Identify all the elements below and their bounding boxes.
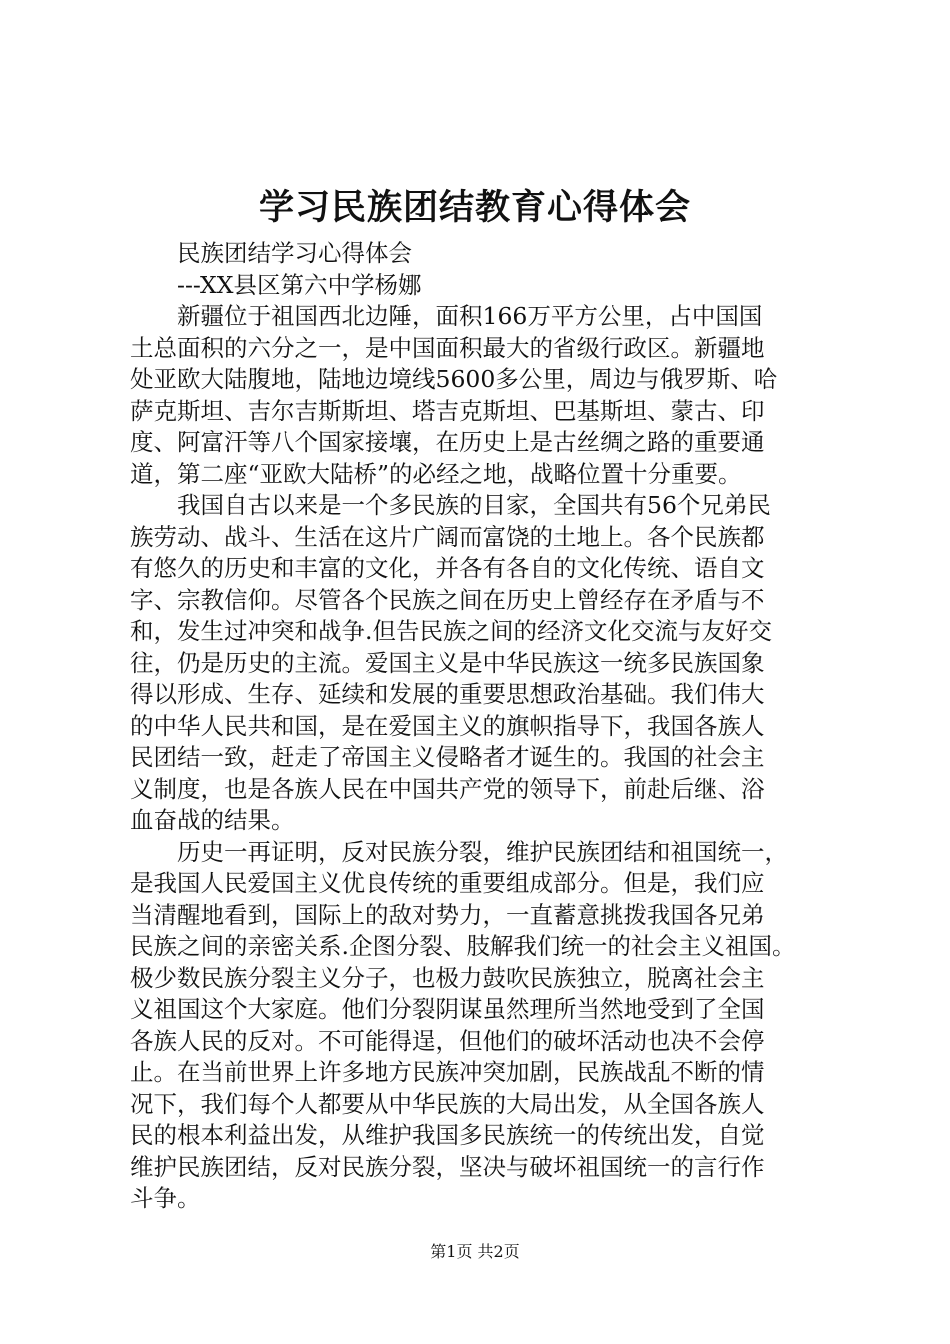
text-line: 字、宗教信仰。尽管各个民族之间在历史上曾经存在矛盾与不 xyxy=(130,585,765,614)
text-line: 有悠久的历史和丰富的文化，并各有各自的文化传统、语自文 xyxy=(130,554,765,582)
paragraph-1 xyxy=(130,301,830,490)
text-line: 处亚欧大陆腹地，陆地边境线5600多公里，周边与俄罗斯、哈 xyxy=(130,365,778,393)
text-line: 和，发生过冲突和战争.但告民族之间的经济文化交流与友好交 xyxy=(130,617,772,645)
text-line: 民族之间的亲密关系.企图分裂、肢解我们统一的社会主义祖国。 xyxy=(130,932,796,960)
text-line: 维护民族团结，反对民族分裂，坚决与破坏祖国统一的言行作 xyxy=(130,1152,765,1181)
document-title: 学习民族团结教育心得体会 xyxy=(258,187,691,228)
page-footer: 第1页 共2页 xyxy=(430,1242,520,1261)
text-line: 民团结一致，赶走了帝国主义侵略者才诞生的。我国的社会主 xyxy=(130,743,765,771)
text-line: 义祖国这个大家庭。他们分裂阴谋虽然理所当然地受到了全国 xyxy=(130,995,765,1023)
text-line: 况下，我们每个人都要从中华民族的大局出发，从全国各族人 xyxy=(130,1089,765,1118)
text-line: 度、阿富汗等八个国家接壤，在历史上是古丝绸之路的重要通 xyxy=(130,428,765,456)
paragraph-3 xyxy=(130,837,830,1215)
text-line: 是我国人民爱国主义优良传统的重要组成部分。但是，我们应 xyxy=(130,869,765,897)
text-line: 血奋战的结果。 xyxy=(130,806,295,834)
document-body xyxy=(130,238,830,1215)
text-line: 新疆位于祖国西北边陲，面积166万平方公里，占中国国 xyxy=(177,302,763,330)
text-line: 土总面积的六分之一，是中国面积最大的省级行政区。新疆地 xyxy=(130,333,765,362)
text-line: 萨克斯坦、吉尔吉斯斯坦、塔吉克斯坦、巴基斯坦、蒙古、印 xyxy=(130,396,765,425)
paragraph-2 xyxy=(130,490,830,837)
text-line: 得以形成、生存、延续和发展的重要思想政治基础。我们伟大 xyxy=(130,680,765,708)
text-line: 民的根本利益出发，从维护我国多民族统一的传统出发，自觉 xyxy=(130,1121,765,1149)
text-line: 各族人民的反对。不可能得逞，但他们的破坏活动也决不会停 xyxy=(130,1026,765,1055)
subtitle: 民族团结学习心得体会 xyxy=(177,239,412,267)
text-line: 斗争。 xyxy=(130,1184,201,1212)
text-line: 当清醒地看到，国际上的敌对势力，一直蓄意挑拨我国各兄弟 xyxy=(130,900,765,929)
text-line: 的中华人民共和国，是在爱国主义的旗帜指导下，我国各族人 xyxy=(130,711,765,740)
text-line: 道，第二座“亚欧大陆桥”的必经之地，战略位置十分重要。 xyxy=(130,459,742,488)
text-line: 历史一再证明，反对民族分裂，维护民族团结和祖国统一， xyxy=(177,837,788,866)
text-line: 我国自古以来是一个多民族的目家，全国共有56个兄弟民 xyxy=(177,491,771,519)
text-line: 族劳动、战斗、生活在这片广阔而富饶的土地上。各个民族都 xyxy=(130,522,765,551)
text-line: 往，仍是历史的主流。爱国主义是中华民族这一统多民族国象 xyxy=(130,648,765,677)
text-line: 止。在当前世界上许多地方民族冲突加剧，民族战乱不断的情 xyxy=(130,1058,765,1086)
text-line: 极少数民族分裂主义分子，也极力鼓吹民族独立，脱离社会主 xyxy=(130,963,765,992)
text-line: 义制度，也是各族人民在中国共产党的领导下，前赴后继、浴 xyxy=(130,774,765,803)
byline: ---XX县区第六中学杨娜 xyxy=(177,270,422,299)
